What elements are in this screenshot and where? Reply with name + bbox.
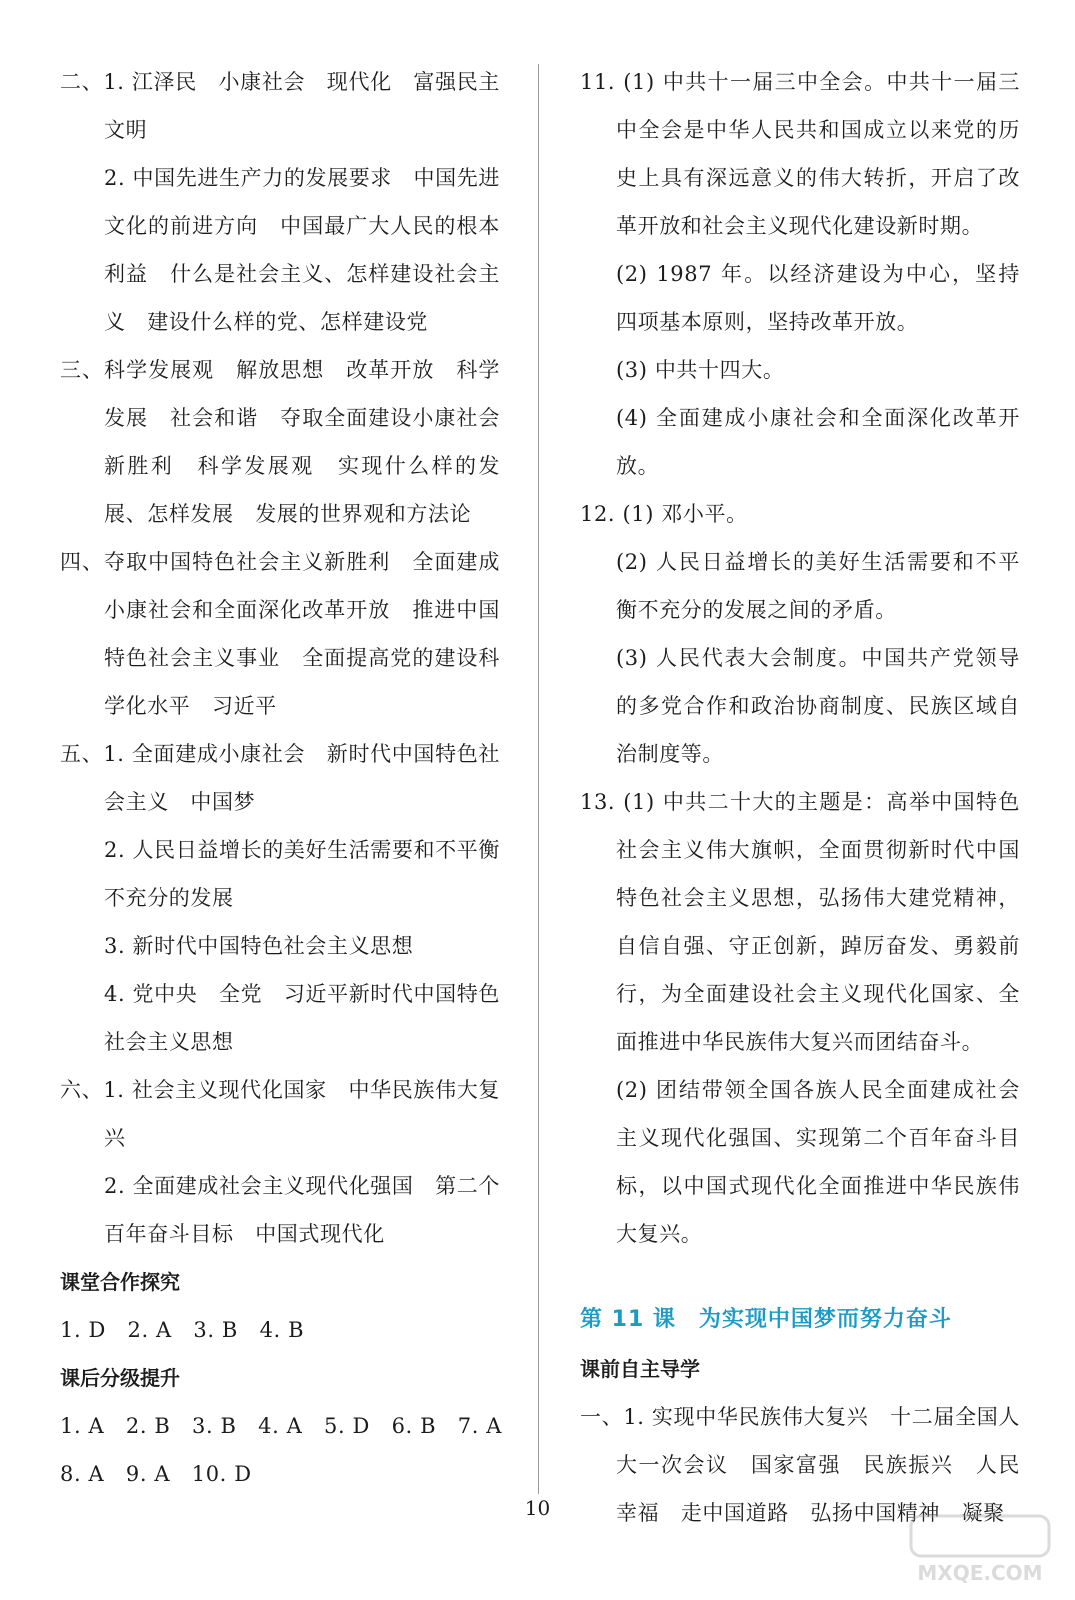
answer-sub-item: (3) 中共十四大。: [616, 358, 785, 382]
answer-paragraph: 12. (1) 邓小平。: [580, 502, 748, 526]
column-divider: [538, 64, 539, 1494]
answer-sub-item: (2) 团结带领全国各族人民全面建成社会主义现代化强国、实现第二个百年奋斗目标，以中国式现代化全面推进中华民族伟大复兴。: [616, 1078, 1020, 1246]
answer-sub-item: (2) 1987 年。以经济建设为中心，坚持四项基本原则，坚持改革开放。: [616, 262, 1020, 334]
answer-paragraph: 五、1. 全面建成小康社会 新时代中国特色社会主义 中国梦: [60, 742, 500, 814]
section-heading: 课堂合作探究: [60, 1270, 180, 1294]
lesson-title: 第 11 课 为实现中国梦而努力奋斗: [580, 1307, 952, 1332]
answer-key-line: 8. A 9. A 10. D: [60, 1462, 252, 1486]
answer-paragraph: 三、科学发展观 解放思想 改革开放 科学发展 社会和谐 夺取全面建设小康社会新胜利 科学发展观 实现什么样的发展、怎样发展 发展的世界观和方法论: [60, 358, 500, 526]
answer-paragraph: 11. (1) 中共十一届三中全会。中共十一届三中全会是中华人民共和国成立以来党的历史上具有深远意义的伟大转折，开启了改革开放和社会主义现代化建设新时期。: [580, 70, 1020, 238]
answer-paragraph: 六、1. 社会主义现代化国家 中华民族伟大复兴: [60, 1078, 500, 1150]
answer-sub-item: (2) 人民日益增长的美好生活需要和不平衡不充分的发展之间的矛盾。: [616, 550, 1020, 622]
left-column: [60, 58, 503, 1498]
watermark-logo: [905, 1510, 1055, 1590]
page-number: 10: [524, 1496, 551, 1520]
answer-sub-item: 4. 党中央 全党 习近平新时代中国特色社会主义思想: [104, 982, 500, 1054]
answer-sub-item: (4) 全面建成小康社会和全面深化改革开放。: [616, 406, 1020, 478]
right-column: [580, 58, 1020, 1537]
answer-sub-item: 2. 全面建成社会主义现代化强国 第二个百年奋斗目标 中国式现代化: [104, 1174, 500, 1246]
answer-sub-item: (3) 人民代表大会制度。中国共产党领导的多党合作和政治协商制度、民族区域自治制度等。: [616, 646, 1020, 766]
answer-sub-item: 2. 中国先进生产力的发展要求 中国先进文化的前进方向 中国最广大人民的根本利益 什么是社会主义、怎样建设社会主义 建设什么样的党、怎样建设党: [104, 166, 500, 334]
section-heading: 课前自主导学: [580, 1357, 700, 1381]
watermark-text: MXQE.COM: [917, 1561, 1043, 1585]
answer-paragraph: 四、夺取中国特色社会主义新胜利 全面建成小康社会和全面深化改革开放 推进中国特色社会主义事业 全面提高党的建设科学化水平 习近平: [60, 550, 500, 718]
answer-key-line: 1. D 2. A 3. B 4. B: [60, 1318, 305, 1342]
answer-sub-item: 2. 人民日益增长的美好生活需要和不平衡不充分的发展: [104, 838, 500, 910]
answer-key-line: 1. A 2. B 3. B 4. A 5. D 6. B 7. A: [60, 1414, 503, 1438]
answer-paragraph: 一、1. 实现中华民族伟大复兴 十二届全国人大一次会议 国家富强 民族振兴 人民幸福 走中国道路 弘扬中国精神 凝聚: [580, 1405, 1020, 1525]
answer-paragraph: 二、1. 江泽民 小康社会 现代化 富强民主文明: [60, 70, 500, 142]
answer-paragraph: 13. (1) 中共二十大的主题是：高举中国特色社会主义伟大旗帜，全面贯彻新时代中国特色社会主义思想，弘扬伟大建党精神，自信自强、守正创新，踔厉奋发、勇毅前行，为全面建设社会主义现代化国家、全面推进中华民族伟大复兴而团结奋斗。: [580, 790, 1020, 1054]
answer-sub-item: 3. 新时代中国特色社会主义思想: [104, 934, 414, 958]
section-heading: 课后分级提升: [60, 1366, 180, 1390]
